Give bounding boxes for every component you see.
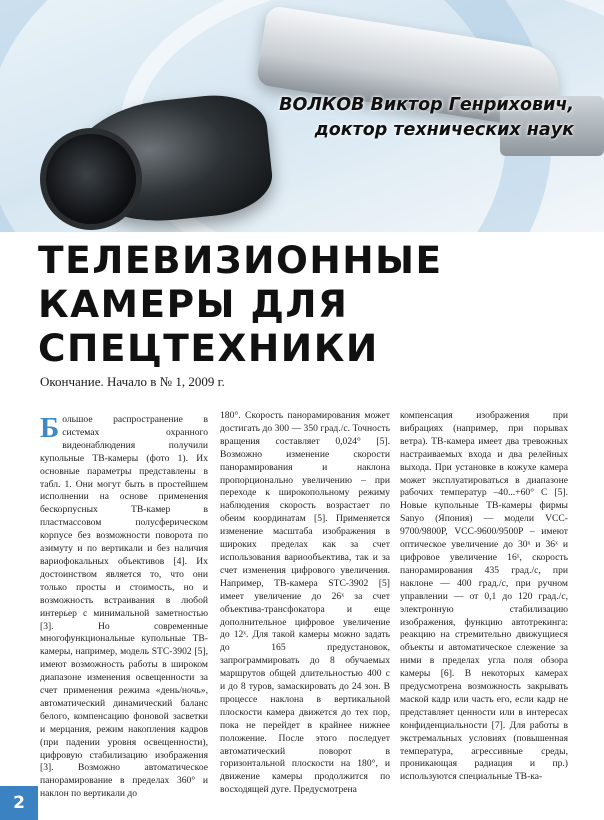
- drop-cap: Б: [40, 412, 60, 444]
- title-line-2: КАМЕРЫ ДЛЯ: [38, 282, 349, 326]
- author-degree: доктор технических наук: [314, 120, 574, 140]
- column-1-text: ольшое распространение в системах охранного видеонаблюдения получили купольные ТВ-камеры (фото 1). Их основные параметры представлены в табл. 1. Они могут быть в простейшем исполнении на основе применения бескорпусных ТВ-камер в пластмассовом полусферическом корпусе без возможности поворота по азимуту и по вертикали и без наличия вариофокальных объективов [4]. Их достоинством является то, что они только просты и стоимость, но и возможность встраивания в любой интерьер с минимальной заметностью [3]. Но современные многофункциональные купольные ТВ-камеры, например, модель STC-3902 [5], имеют возможность работы в широком диапазоне изменения освещенности за счет применения режима «день/ночь», автоматический динамический баланс белого, компенсацию фоновой засветки и мерцания, режим накопления кадров (при падении уровня освещенности), цифровую стабилизацию изображения [3]. Возможно автоматическое панорамирование в пределах 360° и наклон по вертикали до: [40, 414, 208, 800]
- article-title: [38, 238, 443, 370]
- continuation-note: Окончание. Начало в № 1, 2009 г.: [40, 374, 225, 389]
- page-number-badge: [0, 786, 38, 820]
- author-name: ВОЛКОВ Виктор Генрихович,: [279, 95, 574, 115]
- title-line-1: ТЕЛЕВИЗИОННЫЕ: [38, 238, 443, 282]
- author-block: [279, 93, 574, 143]
- text-column-3: компенсация изображения при вибрациях (например, при порывах ветра). ТВ-камера имеет два тревожных настраиваемых входа и два релейных выхода. При установке в кожухе камера может эксплуатироваться в диапазоне рабочих температур –40...+60° С [5]. Новые купольные ТВ-камеры фирмы Sanyo (Япония) — модели VCC-9700/9800P, VCC-9600/9500P – имеют оптическое увеличение до 30ˣ и 36ˣ и цифровое увеличение 16ˣ, скорость панорамирования 435 град./с, при наклоне — 400 град./с, при ручном управлении — от 0,1 до 120 град./с, электронную стабилизацию изображения, функцию автотрекинга: реакцию на стремительно движущиеся объекты и автоматическое слежение за ними в пределах угла поля обзора камеры [6]. В некоторых камерах предусмотрена возможность закрывать маской кадр или часть его, если кадр не представляет ценности или в интересах конфиденциальности [7]. Для работы в экстремальных условиях (повышенная температура, агрессивные среды, проникающая радиация и пр.) используются специальные ТВ-ка-: [400, 410, 568, 783]
- camera-lens-ring: [40, 128, 142, 230]
- title-line-3: СПЕЦТЕХНИКИ: [38, 326, 379, 370]
- text-column-2: 180°. Скорость панорамирования может достигать до 300 — 350 град./с. Точность вращения составляет 0,024° [5]. Возможно изменение скорости панорамирования и наклона пропорционально увеличению – при переходе к широкопольному режиму наблюдения скорость возрастает по обеим координатам [5]. Применяется изменение масштаба изображения в широких пределах как за счет использования вариообъектива, так и за счет изменения цифрового увеличения. Например, ТВ-камера STC-3902 [5] имеет увеличение до 26ˣ за счет объектива-трансфокатора и еще дополнительное цифровое увеличение до 12ˣ. Для такой камеры можно задать до 165 предустановок, запрограммировать до 8 обучаемых маршрутов общей длительностью 400 с и до 8 туров, замаскировать до 24 зон. В процессе наклона в вертикальной плоскости камера движется до тех пор, пока не перейдет в крайнее нижнее положение. После этого последует автоматический поворот в горизонтальной плоскости на 180°, и движение камеры продолжится по восходящей дуге. Предусмотрена: [220, 410, 390, 796]
- page-number: 2: [13, 793, 25, 813]
- text-column-1: [40, 414, 208, 801]
